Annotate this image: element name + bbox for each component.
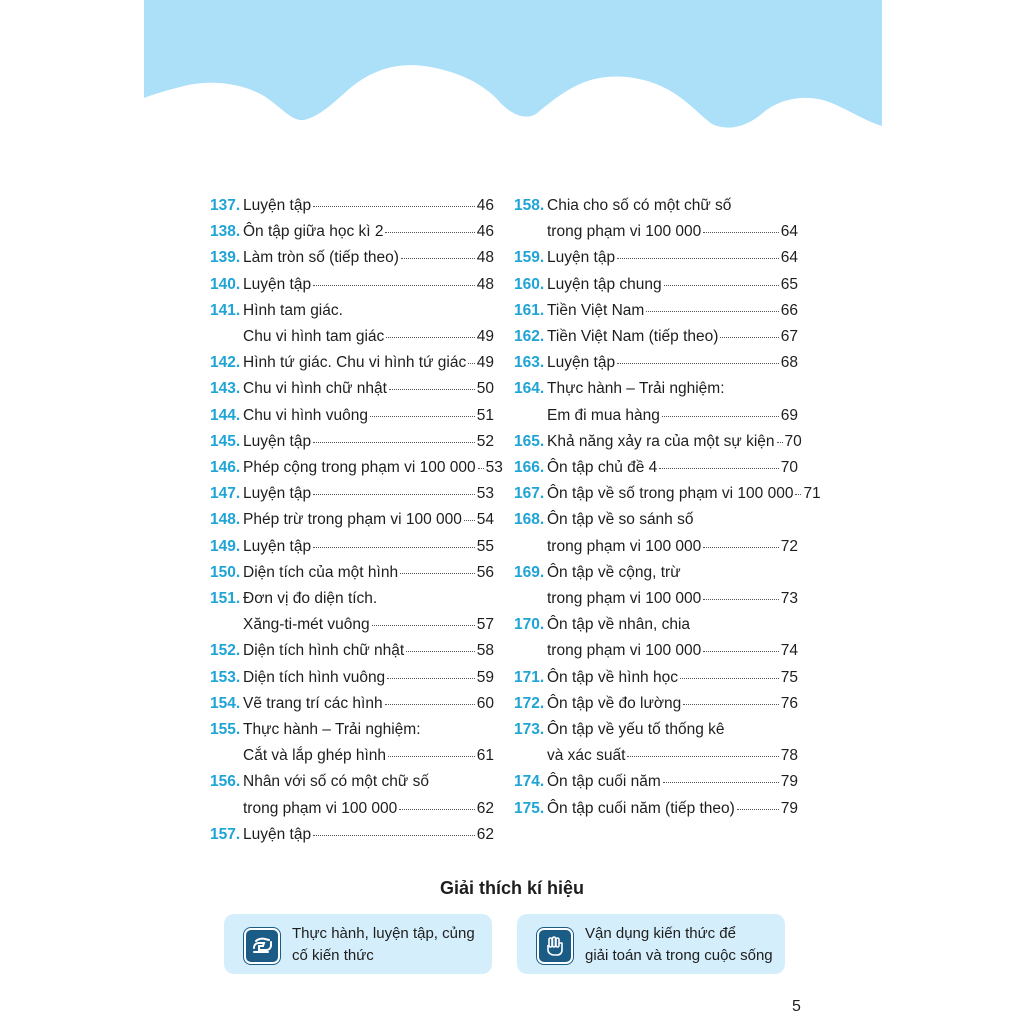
toc-entry-number: 150. [210, 563, 241, 581]
toc-entry [210, 586, 494, 638]
toc-dot-leader [680, 678, 779, 679]
toc-entry-title: Ôn tập cuối năm (tiếp theo) [547, 799, 735, 817]
toc-entry [210, 350, 494, 376]
toc-entry-page: 66 [780, 301, 798, 319]
toc-entry [514, 376, 798, 428]
toc-entry [514, 717, 798, 769]
toc-entry-page: 79 [780, 799, 798, 817]
toc-entry [210, 429, 494, 455]
toc-entry [210, 822, 494, 848]
toc-dot-leader [683, 704, 778, 705]
toc-entry-page: 54 [476, 511, 494, 529]
toc-entry-title: Diện tích hình chữ nhật [243, 642, 405, 660]
toc-entry-title: Thực hành – Trải nghiệm: [547, 380, 725, 398]
toc-entry-number: 158. [514, 197, 545, 214]
toc-entry [514, 507, 798, 559]
toc-entry-number: 154. [210, 694, 241, 712]
toc-dot-leader [659, 468, 778, 469]
toc-entry-number: 163. [514, 354, 545, 372]
toc-entry-number: 174. [514, 773, 545, 791]
toc-entry-page: 64 [780, 249, 798, 267]
toc-entry-page: 75 [780, 668, 798, 686]
toc-entry-title: trong phạm vi 100 000 [547, 537, 702, 555]
legend-practice-text [292, 923, 475, 967]
toc-entry-title: Chu vi hình chữ nhật [243, 380, 387, 398]
toc-entry-title: Chu vi hình tam giác [243, 328, 385, 346]
toc-entry-title: Hình tam giác. [243, 301, 343, 319]
sky-shape [144, 0, 882, 128]
toc-entry-title: Tiền Việt Nam (tiếp theo) [547, 328, 719, 346]
toc-entry-number: 149. [210, 537, 241, 555]
toc-entry-number: 138. [210, 223, 241, 241]
toc-entry [210, 245, 494, 271]
toc-entry [210, 376, 494, 402]
toc-entry-page: 78 [780, 747, 798, 765]
toc-entry-title: trong phạm vi 100 000 [243, 799, 398, 817]
toc-left-column [210, 193, 503, 848]
legend-apply-box [517, 914, 785, 974]
toc-dot-leader [777, 442, 783, 443]
toc-entry-number: 172. [514, 694, 545, 712]
toc-entry-title: Ôn tập về hình học [547, 668, 678, 686]
toc-entry-number: 141. [210, 301, 241, 319]
toc-entry-title: Ôn tập về nhân, chia [547, 616, 691, 634]
apply-icon [537, 928, 573, 964]
toc-dot-leader [313, 547, 475, 548]
toc-entry-number: 161. [514, 301, 545, 319]
toc-entry-title: Nhân với số có một chữ số [243, 773, 429, 791]
toc-entry-number: 152. [210, 642, 241, 660]
toc-entry-number: 167. [514, 485, 545, 503]
toc-entry-number: 148. [210, 511, 241, 529]
toc-entry [514, 324, 798, 350]
toc-dot-leader [389, 389, 475, 390]
toc-entry-title: Ôn tập cuối năm [547, 773, 661, 791]
page-number: 5 [792, 998, 801, 1015]
toc-entry [514, 612, 798, 664]
toc-entry-title: Thực hành – Trải nghiệm: [243, 721, 421, 739]
toc-dot-leader [703, 232, 779, 233]
toc-dot-leader [617, 363, 779, 364]
sky-cloud-banner [144, 0, 882, 140]
toc-entry-number: 166. [514, 459, 545, 477]
toc-entry-page: 67 [780, 328, 798, 346]
toc-dot-leader [664, 285, 779, 286]
toc-entry-number: 171. [514, 668, 545, 686]
toc-entry-number: 160. [514, 275, 545, 293]
toc-dot-leader [313, 835, 475, 836]
toc-entry-page: 69 [780, 406, 798, 424]
toc-entry-page: 51 [476, 406, 494, 424]
toc-entry-page: 65 [780, 275, 798, 293]
toc-entry-number: 159. [514, 249, 545, 267]
toc-entry-number: 156. [210, 773, 241, 791]
toc-dot-leader [795, 494, 801, 495]
toc-entry-title: Hình tứ giác. Chu vi hình tứ giác [243, 354, 467, 372]
toc-entry-title: Đơn vị đo diện tích. [243, 590, 378, 608]
toc-dot-leader [388, 756, 475, 757]
toc-entry [210, 717, 494, 769]
toc-entry-page: 48 [476, 275, 494, 293]
toc-entry-number: 146. [210, 459, 241, 477]
toc-entry [210, 769, 494, 821]
toc-entry [514, 455, 798, 481]
toc-entry [514, 769, 798, 795]
legend-practice-line2: cố kiến thức [292, 947, 374, 964]
toc-entry-title: trong phạm vi 100 000 [547, 642, 702, 660]
toc-dot-leader [385, 704, 475, 705]
legend-title: Giải thích kí hiệu [439, 878, 585, 898]
toc-entry-title: Khả năng xảy ra của một sự kiện [547, 432, 775, 450]
toc-entry-title: trong phạm vi 100 000 [547, 590, 702, 608]
toc-entry-number: 144. [210, 406, 241, 424]
toc-entry-title: Luyện tập [243, 432, 312, 450]
toc-dot-leader [464, 520, 475, 521]
toc-entry [514, 796, 798, 822]
toc-dot-leader [386, 337, 474, 338]
toc-entry [514, 691, 798, 717]
toc-dot-leader [387, 678, 475, 679]
toc-entry-title: Phép cộng trong phạm vi 100 000 [243, 459, 476, 477]
toc-dot-leader [385, 232, 474, 233]
toc-entry-title: và xác suất [547, 747, 626, 765]
toc-dot-leader [703, 651, 779, 652]
legend-apply-line1: Vận dụng kiến thức để [585, 925, 736, 942]
toc-entry-title: Ôn tập giữa học kì 2 [243, 223, 384, 241]
toc-entry-number: 170. [514, 616, 545, 634]
toc-dot-leader [400, 573, 475, 574]
toc-entry-page: 72 [780, 537, 798, 555]
toc-dot-leader [662, 416, 779, 417]
toc-entry-title: Ôn tập về cộng, trừ [547, 563, 681, 581]
toc-entry-page: 55 [476, 537, 494, 555]
toc-entry [210, 691, 494, 717]
toc-entry-page: 60 [476, 694, 494, 712]
toc-dot-leader [370, 416, 475, 417]
toc-entry-page: 53 [476, 485, 494, 503]
toc-entry-number: 139. [210, 249, 241, 267]
toc-entry-page: 46 [476, 223, 494, 241]
toc-entry-title: Ôn tập về đo lường [547, 694, 682, 712]
toc-entry-title: Cắt và lắp ghép hình [243, 747, 387, 765]
toc-dot-leader [478, 468, 484, 469]
toc-right-column [514, 193, 821, 822]
toc-entry-title: Luyện tập [243, 485, 312, 503]
toc-entry [210, 403, 494, 429]
toc-entry-title: Diện tích hình vuông [243, 668, 386, 686]
toc-entry-page: 61 [476, 747, 494, 765]
toc-entry-page: 50 [476, 380, 494, 398]
toc-entry [514, 481, 821, 507]
toc-entry-page: 56 [476, 563, 494, 581]
toc-entry [210, 481, 494, 507]
toc-entry-title: Luyện tập [547, 249, 616, 267]
toc-dot-leader [401, 258, 475, 259]
practice-icon [244, 928, 280, 964]
toc-entry [514, 298, 798, 324]
toc-entry-number: 142. [210, 354, 241, 372]
toc-entry-number: 137. [210, 197, 241, 214]
toc-entry-title: Tiền Việt Nam [547, 301, 645, 319]
toc-entry-page: 64 [780, 223, 798, 241]
toc-dot-leader [617, 258, 779, 259]
legend-practice-line1: Thực hành, luyện tập, củng [292, 925, 475, 942]
toc-entry [210, 455, 503, 481]
toc-entry-title: trong phạm vi 100 000 [547, 223, 702, 241]
toc-entry-number: 164. [514, 380, 545, 398]
toc-entry-page: 79 [780, 773, 798, 791]
toc-entry [514, 429, 802, 455]
toc-entry [210, 665, 494, 691]
toc-entry-page: 57 [476, 616, 494, 634]
toc-entry-number: 153. [210, 668, 241, 686]
toc-dot-leader [399, 809, 475, 810]
toc-dot-leader [313, 442, 475, 443]
toc-entry [514, 665, 798, 691]
toc-entry-page: 70 [784, 432, 802, 450]
toc-entry-number: 155. [210, 721, 241, 739]
legend-practice-box [224, 914, 492, 974]
toc-entry-page: 48 [476, 249, 494, 267]
legend-apply-text [585, 923, 773, 967]
toc-entry [210, 219, 494, 245]
toc-entry-page: 70 [780, 459, 798, 477]
toc-entry-page: 74 [780, 642, 798, 660]
toc-entry-page: 71 [803, 485, 821, 503]
toc-entry-number: 165. [514, 432, 545, 450]
toc-entry [514, 560, 798, 612]
toc-entry-title: Luyện tập [243, 197, 312, 214]
toc-entry-number: 157. [210, 825, 241, 843]
toc-entry [210, 507, 494, 533]
toc-entry [514, 350, 798, 376]
toc-dot-leader [703, 547, 779, 548]
toc-entry-page: 73 [780, 590, 798, 608]
toc-dot-leader [372, 625, 475, 626]
toc-entry-title: Luyện tập [243, 537, 312, 555]
toc-entry-title: Vẽ trang trí các hình [243, 694, 383, 712]
toc-dot-leader [468, 363, 475, 364]
toc-entry-title: Luyện tập chung [547, 275, 662, 293]
toc-entry-title: Luyện tập [243, 275, 312, 293]
legend-apply-line2: giải toán và trong cuộc sống [585, 947, 773, 964]
toc-entry-title: Ôn tập về so sánh số [547, 511, 694, 529]
toc-entry-number: 162. [514, 328, 545, 346]
toc-entry-title: Diện tích của một hình [243, 563, 399, 581]
toc-entry [210, 193, 494, 219]
toc-entry-page: 49 [476, 354, 494, 372]
toc-entry-page: 58 [476, 642, 494, 660]
toc-entry-title: Xăng-ti-mét vuông [243, 616, 370, 634]
toc-entry-page: 59 [476, 668, 494, 686]
toc-dot-leader [737, 809, 779, 810]
toc-entry-title: Chia cho số có một chữ số [547, 197, 732, 214]
toc-entry-page: 62 [476, 799, 494, 817]
toc-entry-page: 53 [485, 459, 503, 477]
toc-dot-leader [646, 311, 778, 312]
toc-entry-title: Ôn tập về yếu tố thống kê [547, 721, 725, 739]
toc-entry-page: 76 [780, 694, 798, 712]
toc-entry-number: 143. [210, 380, 241, 398]
toc-entry-page: 46 [476, 197, 494, 214]
toc-dot-leader [406, 651, 475, 652]
toc-entry [210, 534, 494, 560]
toc-entry-title: Làm tròn số (tiếp theo) [243, 249, 399, 267]
toc-dot-leader [627, 756, 778, 757]
toc-entry-number: 173. [514, 721, 545, 739]
toc-dot-leader [313, 494, 475, 495]
toc-entry-number: 168. [514, 511, 545, 529]
toc-entry-title: Luyện tập [547, 354, 616, 372]
toc-entry-page: 62 [476, 825, 494, 843]
toc-dot-leader [720, 337, 778, 338]
toc-entry-page: 68 [780, 354, 798, 372]
toc-entry-title: Ôn tập chủ đề 4 [547, 459, 658, 477]
toc-entry-title: Em đi mua hàng [547, 406, 660, 424]
toc-entry-title: Ôn tập về số trong phạm vi 100 000 [547, 485, 794, 503]
toc-entry-page: 49 [476, 328, 494, 346]
toc-entry [210, 298, 494, 350]
toc-entry-number: 147. [210, 485, 241, 503]
toc-entry-title: Luyện tập [243, 825, 312, 843]
toc-entry [210, 638, 494, 664]
toc-dot-leader [313, 285, 475, 286]
toc-entry-number: 140. [210, 275, 241, 293]
toc-entry [514, 272, 798, 298]
toc-entry [210, 272, 494, 298]
toc-entry-page: 52 [476, 432, 494, 450]
toc-entry [210, 560, 494, 586]
toc-entry-number: 145. [210, 432, 241, 450]
toc-entry-title: Phép trừ trong phạm vi 100 000 [243, 511, 462, 529]
toc-entry-title: Chu vi hình vuông [243, 406, 368, 424]
toc-entry-number: 169. [514, 563, 545, 581]
toc-dot-leader [313, 206, 475, 207]
toc-entry [514, 193, 798, 245]
toc-entry [514, 245, 798, 271]
toc-dot-leader [663, 782, 779, 783]
toc-entry-number: 175. [514, 799, 545, 817]
toc-entry-number: 151. [210, 590, 241, 608]
toc-dot-leader [703, 599, 779, 600]
